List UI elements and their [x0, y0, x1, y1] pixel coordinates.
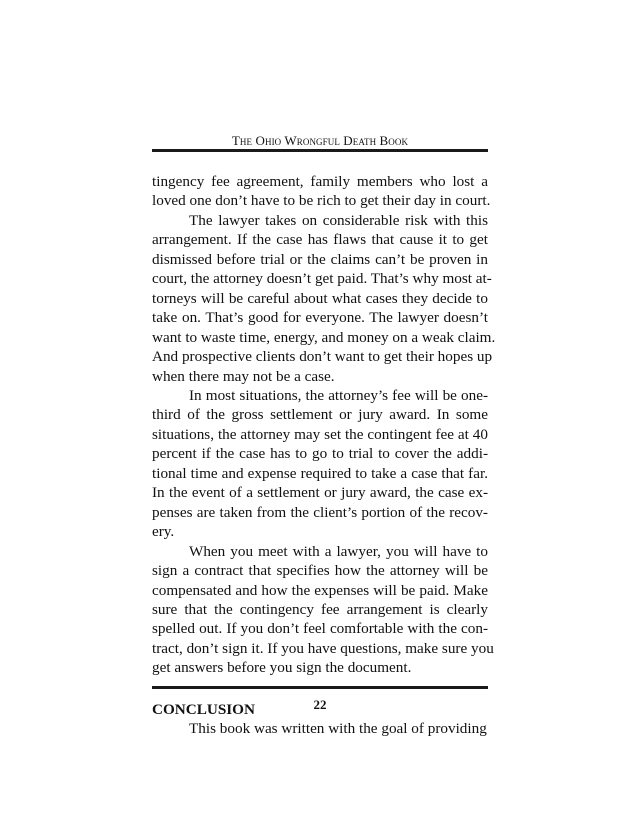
text-line: take on. That’s good for everyone. The lawyer doesn’t: [152, 309, 488, 327]
paragraph: [152, 172, 491, 211]
section-heading: CONCLUSION: [152, 700, 255, 718]
text-line: penses are taken from the client’s portion of the recov-: [152, 503, 488, 521]
text-line: third of the gross settlement or jury award. In some: [152, 406, 488, 424]
text-line: ery.: [152, 523, 175, 541]
text-line: In the event of a settlement or jury award, the case ex-: [152, 484, 488, 502]
text-line: And prospective clients don’t want to get their hopes up: [152, 348, 493, 366]
text-line: tional time and expense required to take a case that far.: [152, 464, 488, 482]
text-line: arrangement. If the case has flaws that cause it to get: [152, 231, 488, 249]
text-line: tingency fee agreement, family members who lost a: [152, 173, 488, 190]
text-line: In most situations, the attorney’s fee will be one-: [189, 386, 488, 404]
footer-rule: [152, 686, 488, 689]
text-line: loved one don’t have to be rich to get their day in court.: [152, 192, 491, 210]
text-line: This book was written with the goal of providing: [189, 720, 487, 738]
text-line: want to waste time, energy, and money on a weak claim.: [152, 328, 496, 346]
text-line: The lawyer takes on considerable risk with this: [189, 211, 488, 229]
text-line: dismissed before trial or the claims can’t be proven in: [152, 250, 488, 268]
header-rule: [152, 149, 488, 152]
text-line: situations, the attorney may set the contingent fee at 40: [152, 425, 488, 443]
paragraph: [152, 211, 496, 386]
paragraph: [152, 542, 494, 678]
page-body: [152, 172, 496, 739]
text-line: when there may not be a case.: [152, 367, 335, 385]
text-line: tract, don’t sign it. If you have questions, make sure you: [152, 639, 494, 657]
text-line: get answers before you sign the document.: [152, 659, 412, 677]
text-line: spelled out. If you don’t feel comfortable with the con-: [152, 620, 488, 638]
running-header: The Ohio Wrongful Death Book: [231, 133, 409, 148]
paragraph: [152, 386, 488, 542]
page-number: 22: [313, 697, 327, 712]
text-line: torneys will be careful about what cases they decide to: [152, 289, 488, 307]
text-line: compensated and how the expenses will be paid. Make: [152, 581, 488, 599]
text-line: When you meet with a lawyer, you will have to: [189, 542, 488, 560]
text-line: sign a contract that specifies how the attorney will be: [152, 562, 488, 580]
text-line: sure that the contingency fee arrangement is clearly: [152, 600, 488, 618]
text-line: percent if the case has to go to trial to cover the addi-: [152, 445, 488, 463]
text-line: court, the attorney doesn’t get paid. That’s why most at-: [152, 270, 492, 288]
